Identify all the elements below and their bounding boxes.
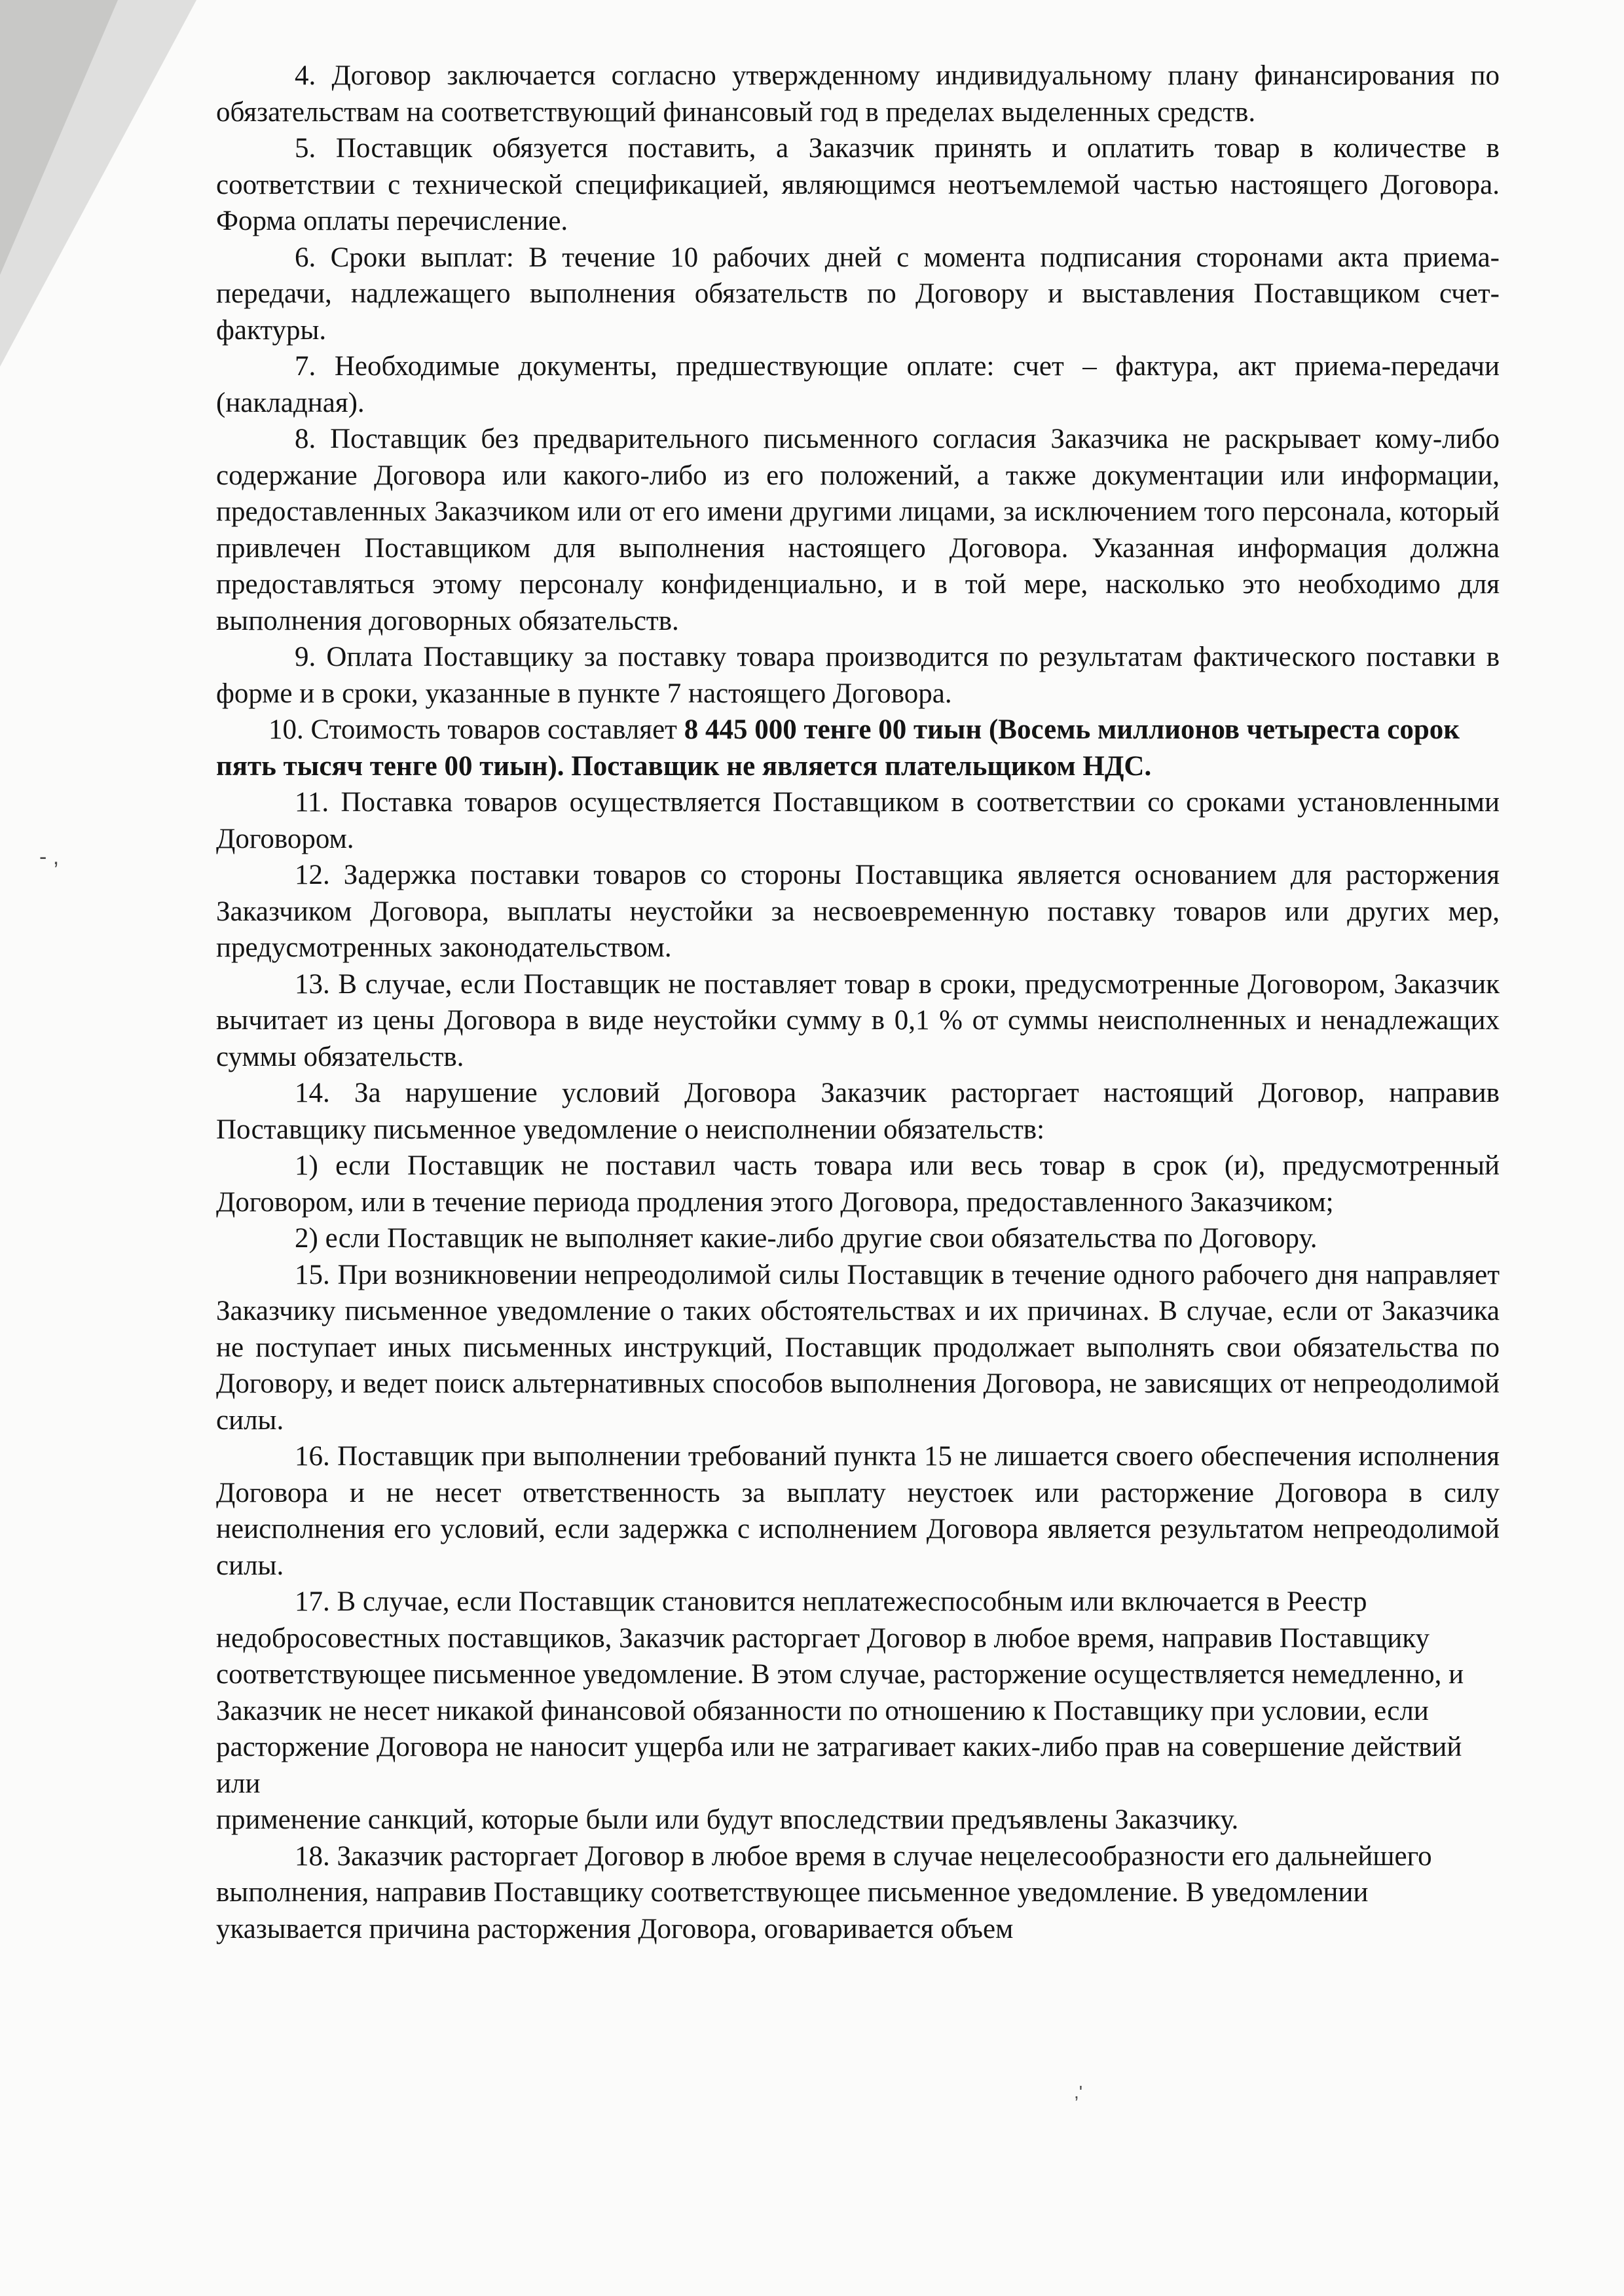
scan-speck: - , — [39, 845, 60, 869]
paragraph-14: 14. За нарушение условий Договора Заказчик расторгает настоящий Договор, направив Поставщику письменное уведомление о неисполнении обязательств: — [216, 1078, 1500, 1145]
paragraph-10-lead: 10. Стоимость товаров составляет — [268, 714, 684, 745]
contract-body — [216, 58, 1500, 1947]
paragraph-14-item-2: 2) если Поставщик не выполняет какие-либо другие свои обязательства по Договору. — [295, 1223, 1318, 1254]
paragraph-9: 9. Оплата Поставщику за поставку товара производится по результатам фактического поставки в форме и в сроки, указанные в пункте 7 настоящего Договора. — [216, 642, 1500, 709]
paragraph-4: 4. Договор заключается согласно утвержденному индивидуальному плану финансирования по обязательствам на соответствующий финансовый год в пределах выделенных средств. — [216, 60, 1500, 128]
folded-corner-dark — [0, 0, 118, 275]
paragraph-17: 17. В случае, если Поставщик становится неплатежеспособным или включается в Реестр недобросовестных поставщиков, Заказчик расторгает Договор в любое время, направив Поставщику соответствующее письменное уведомление. В этом случае, расторжение осуществляется немедленно, и Заказчик не несет никакой финансовой обязанности по отношению к Поставщику при условии, если расторжение Договора не наносит ущерба или не затрагивает каких-либо прав на совершение действий или — [216, 1586, 1464, 1799]
scan-speck: ,' — [1074, 2082, 1083, 2102]
paragraph-15: 15. При возникновении непреодолимой силы Поставщик в течение одного рабочего дня направляет Заказчику письменное уведомление о таких обстоятельствах и их причинах. В случае, если от Заказчика не поступает иных письменных инструкций, Поставщик продолжает выполнять свои обязательства по Договору, и ведет поиск альтернативных способов выполнения Договора, не зависящих от непреодолимой силы. — [216, 1259, 1500, 1436]
paragraph-6: 6. Сроки выплат: В течение 10 рабочих дней с момента подписания сторонами акта приема-передачи, надлежащего выполнения обязательств по Договору и выставления Поставщиком счет-фактуры. — [216, 242, 1500, 346]
paragraph-17-continued: применение санкций, которые были или будут впоследствии предъявлены Заказчику. — [216, 1804, 1239, 1835]
paragraph-14-item-1: 1) если Поставщик не поставил часть товара или весь товар в срок (и), предусмотренный Договором, или в течение периода продления этого Договора, предоставленного Заказчиком; — [216, 1150, 1500, 1218]
paragraph-7: 7. Необходимые документы, предшествующие оплате: счет – фактура, акт приема-передачи (накладная). — [216, 351, 1500, 418]
paragraph-13: 13. В случае, если Поставщик не поставляет товар в сроки, предусмотренные Договором, Заказчик вычитает из цены Договора в виде неустойки сумму в 0,1 % от суммы неисполненных и ненадлежащих суммы обязательств. — [216, 968, 1500, 1072]
paragraph-11: 11. Поставка товаров осуществляется Поставщиком в соответствии со сроками установленными Договором. — [216, 787, 1500, 854]
paragraph-8: 8. Поставщик без предварительного письменного согласия Заказчика не раскрывает кому-либо содержание Договора или какого-либо из его положений, а также документации или информации, предоставленных Заказчиком или от его имени другими лицами, за исключением того персонала, который привлечен Поставщиком для выполнения настоящего Договора. Указанная информация должна предоставляться этому персоналу конфиденциально, и в той мере, насколько это необходимо для выполнения договорных обязательств. — [216, 424, 1500, 636]
contract-price: 8 445 000 тенге 00 тиын (Восемь миллионов четыреста сорок пять тысяч тенге 00 тиын). Поставщик не является плательщиком НДС. — [216, 714, 1460, 782]
paragraph-10 — [216, 712, 1500, 784]
paragraph-18: 18. Заказчик расторгает Договор в любое время в случае нецелесообразности его дальнейшего выполнения, направив Поставщику соответствующее письменное уведомление. В уведомлении указывается причина расторжения Договора, оговаривается объем — [216, 1840, 1432, 1944]
paragraph-12: 12. Задержка поставки товаров со стороны Поставщика является основанием для расторжения Заказчиком Договора, выплаты неустойки за несвоевременную поставку товаров или других мер, предусмотренных законодательством. — [216, 860, 1500, 963]
paragraph-16: 16. Поставщик при выполнении требований пункта 15 не лишается своего обеспечения исполнения Договора и не несет ответственность за выплату неустоек или расторжение Договора в силу неисполнения его условий, если задержка с исполнением Договора является результатом непреодолимой силы. — [216, 1441, 1500, 1581]
paragraph-5: 5. Поставщик обязуется поставить, а Заказчик принять и оплатить товар в количестве в соответствии с технической спецификацией, являющимся неотъемлемой частью настоящего Договора. Форма оплаты перечисление. — [216, 133, 1500, 236]
